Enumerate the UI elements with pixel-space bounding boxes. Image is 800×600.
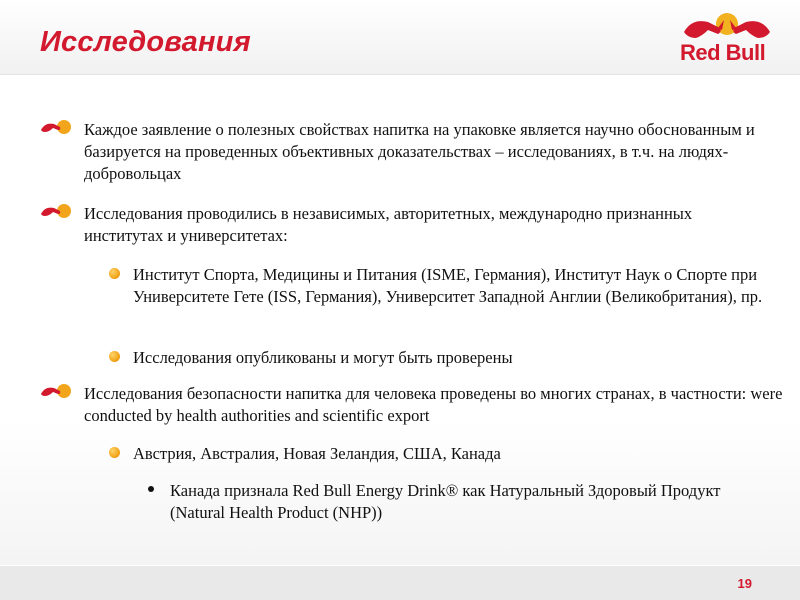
page-number: 19 xyxy=(737,576,752,591)
sun-bullet-icon xyxy=(109,447,120,458)
dot-bullet-icon xyxy=(148,486,154,492)
sub-bullet-text: Исследования опубликованы и могут быть проверены xyxy=(133,348,513,367)
sun-bullet-icon xyxy=(109,268,120,279)
sub-bullet-text: Институт Спорта, Медицины и Питания (ISME, Германия), Институт Наук о Спорте при Университете Гете (ISS, Германия), Университет Западной Англии (Великобритания), пр. xyxy=(133,265,763,306)
slide-footer xyxy=(0,566,800,600)
sub-bullet-text: Австрия, Австралия, Новая Зеландия, США, Канада xyxy=(133,444,501,463)
sun-bullet-icon xyxy=(109,351,120,362)
slide-title: Исследования xyxy=(40,26,251,58)
bullet-text: Исследования безопасности напитка для человека проведены во многих странах, в частности: were conducted by health authorities and scientific export xyxy=(84,384,783,425)
bullet-text: Исследования проводились в независимых, авторитетных, международно признанных институтах и университетах: xyxy=(84,204,693,245)
bullet-text: Каждое заявление о полезных свойствах напитка на упаковке является научно обоснованным и базируется на проведенных объективных доказательствах – исследованиях, в т.ч. на людях-добровольцах xyxy=(84,120,755,183)
bull-bullet-icon xyxy=(40,202,72,220)
brand-name: Red Bull xyxy=(680,40,766,65)
sub-sub-bullet-text: Канада признала Red Bull Energy Drink® как Натуральный Здоровый Продукт (Natural Health Product (NHP)) xyxy=(170,481,721,522)
bull-bullet-icon xyxy=(40,382,72,400)
bull-bullet-icon xyxy=(40,118,72,136)
